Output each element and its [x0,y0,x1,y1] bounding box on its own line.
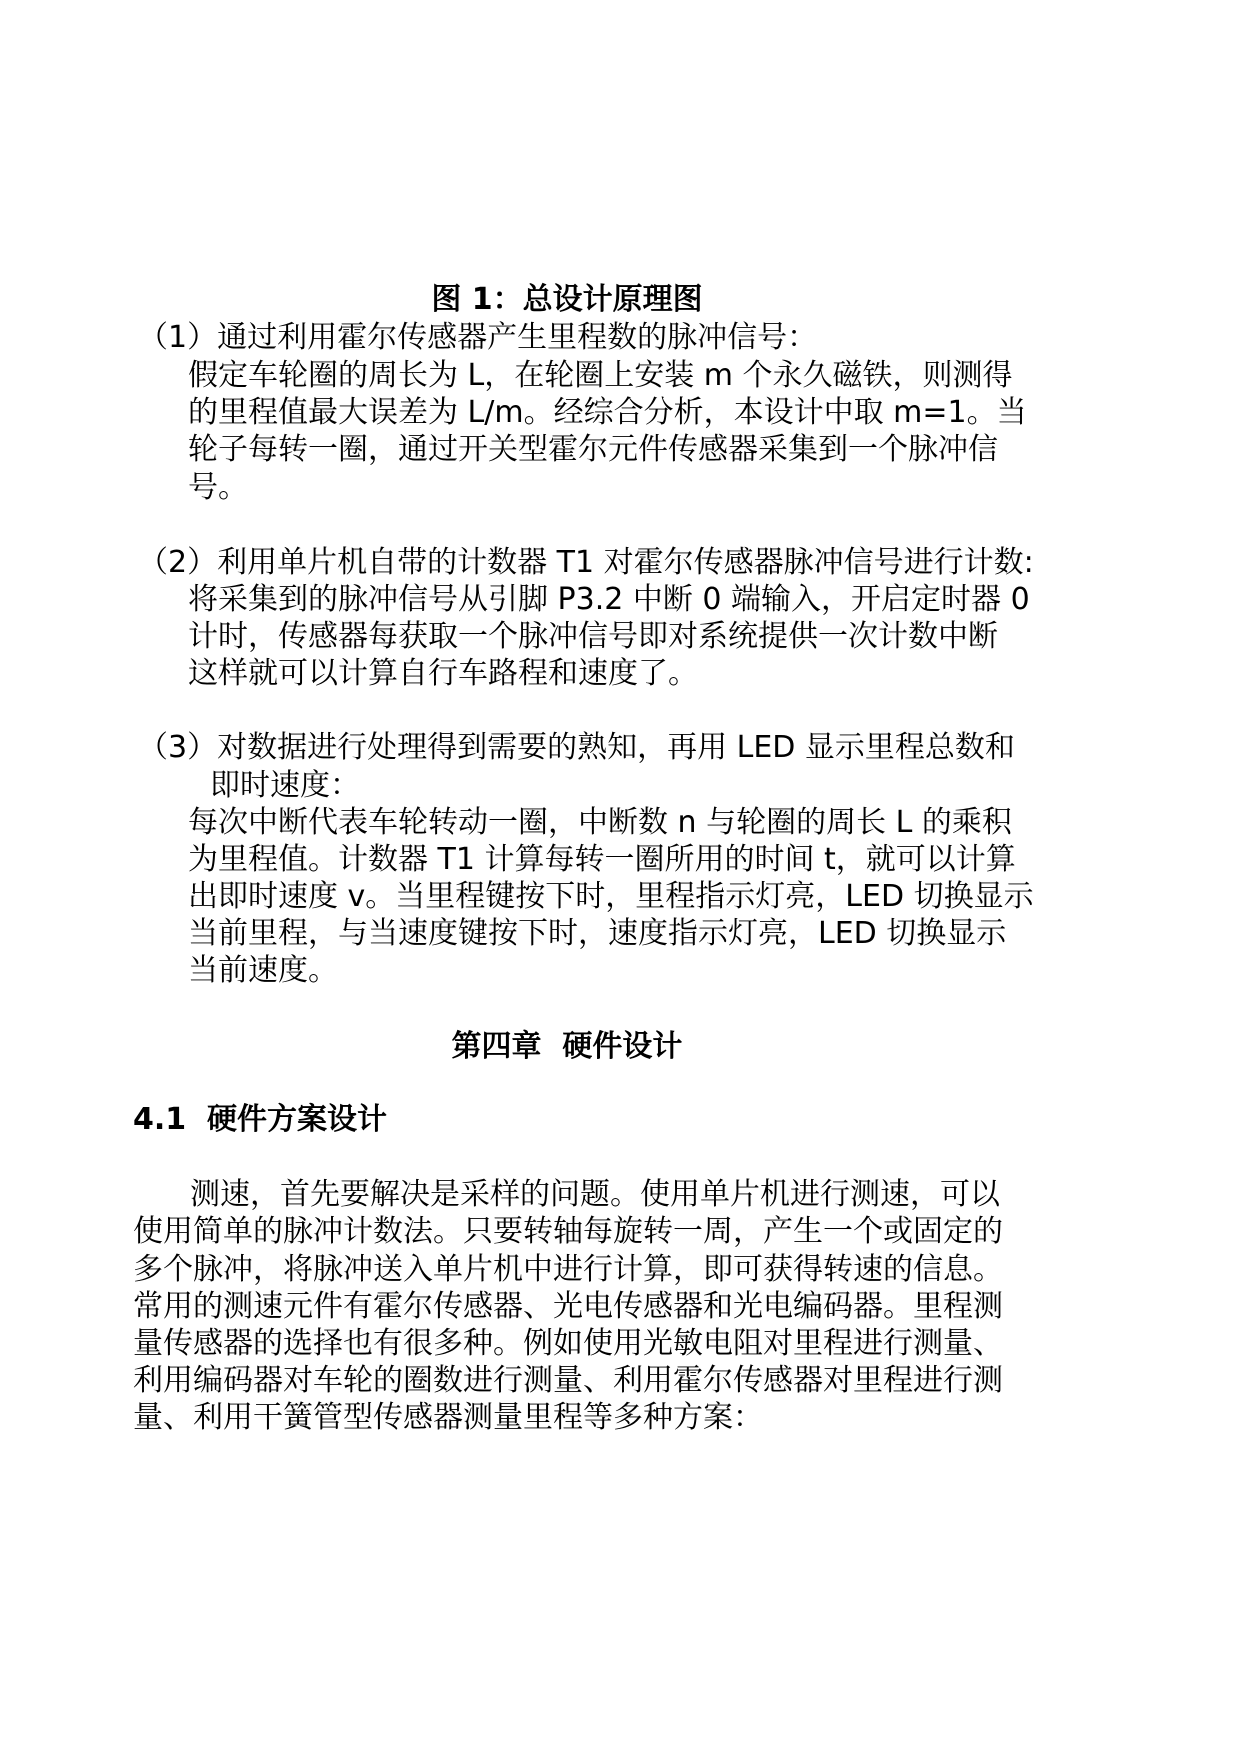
paragraph-line: 利用编码器对车轮的圈数进行测量、利用霍尔传感器对里程进行测 [133,1363,1003,1398]
item1-line: 轮子每转一圈，通过开关型霍尔元件传感器采集到一个脉冲信 [188,432,998,467]
paragraph-line: 使用简单的脉冲计数法。只要转轴每旋转一周，产生一个或固定的 [133,1214,1003,1249]
item1-line: 假定车轮圈的周长为 L，在轮圈上安装 m 个永久磁铁，则测得 [188,358,1013,393]
figure-caption: 图 1：总设计原理图 [431,282,703,317]
item3-heading: （3）对数据进行处理得到需要的熟知，再用 LED 显示里程总数和 [138,730,1015,765]
paragraph-line: 量传感器的选择也有很多种。例如使用光敏电阻对里程进行测量、 [133,1326,1003,1361]
chapter-title: 第四章 硬件设计 [451,1029,683,1064]
item3-line: 当前速度。 [188,953,338,988]
item3-line: 为里程值。计数器 T1 计算每转一圈所用的时间 t，就可以计算 [188,842,1016,877]
paragraph-line: 多个脉冲，将脉冲送入单片机中进行计算，即可获得转速的信息。 [133,1252,1003,1287]
item3-line: 每次中断代表车轮转动一圈，中断数 n 与轮圈的周长 L 的乘积 [188,805,1012,840]
paragraph-line: 量、利用干簧管型传感器测量里程等多种方案： [133,1400,763,1435]
paragraph-line: 常用的测速元件有霍尔传感器、光电传感器和光电编码器。里程测 [133,1289,1003,1324]
item2-line: 将采集到的脉冲信号从引脚 P3.2 中断 0 端输入，开启定时器 0 [188,582,1030,617]
item3-line: 出即时速度 v。当里程键按下时，里程指示灯亮，LED 切换显示 [188,879,1034,914]
item3-heading-cont: 即时速度： [210,768,360,803]
item2-line: 计时，传感器每获取一个脉冲信号即对系统提供一次计数中断 [188,619,998,654]
item3-line: 当前里程，与当速度键按下时，速度指示灯亮，LED 切换显示 [188,916,1007,951]
section-title: 4.1 硬件方案设计 [133,1102,388,1137]
item1-heading: （1）通过利用霍尔传感器产生里程数的脉冲信号： [138,320,818,355]
item2-line: 这样就可以计算自行车路程和速度了。 [188,656,698,691]
item1-line: 的里程值最大误差为 L/m。经综合分析，本设计中取 m=1。当 [188,395,1027,430]
item1-line: 号。 [188,470,248,505]
item2-heading: （2）利用单片机自带的计数器 T1 对霍尔传感器脉冲信号进行计数: [138,545,1034,580]
paragraph-line: 测速，首先要解决是采样的问题。使用单片机进行测速，可以 [190,1177,1000,1212]
